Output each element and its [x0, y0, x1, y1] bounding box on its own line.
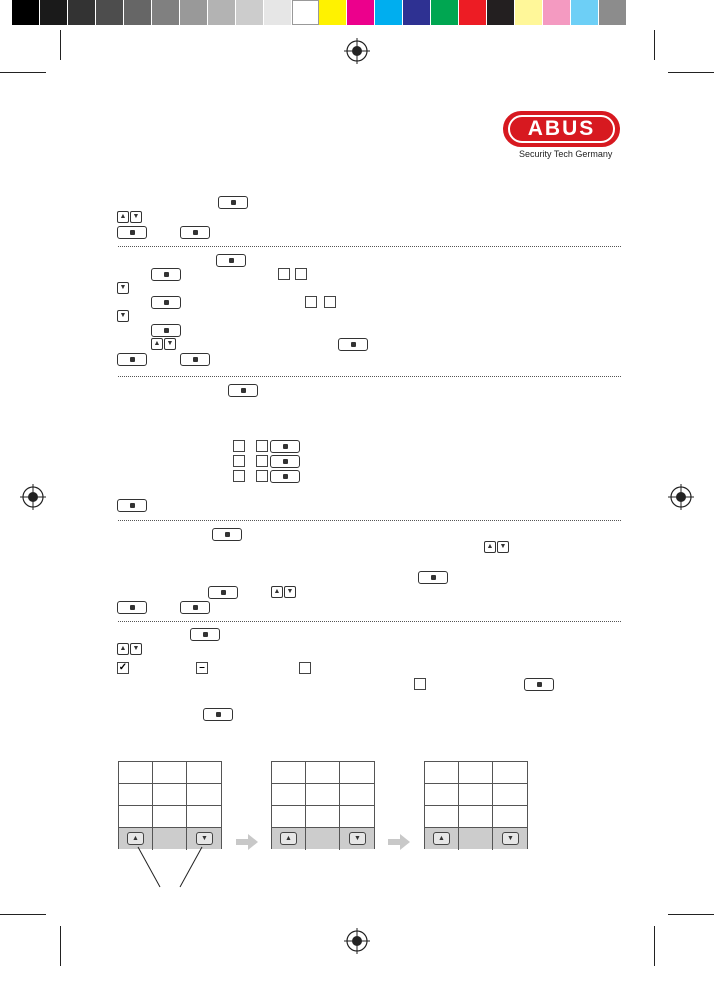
checkbox-empty-icon: [414, 678, 426, 690]
lock-key-icon: [180, 226, 210, 239]
lock-key-icon: [216, 254, 246, 267]
grid-cell: [306, 784, 340, 806]
color-swatch: [236, 0, 264, 25]
lock-key-icon: [180, 353, 210, 366]
keypad-grid-diagram: [424, 761, 528, 849]
next-step-arrow-icon: [236, 834, 258, 850]
grid-cell: [340, 762, 374, 784]
crop-mark: [654, 926, 655, 966]
grid-cell: [493, 784, 527, 806]
color-swatch: [208, 0, 236, 25]
digit-key-icon: [233, 455, 245, 467]
registration-mark-icon: [344, 38, 370, 64]
digit-key-icon: [295, 268, 307, 280]
down-arrow-icon: ▼: [117, 282, 129, 294]
crop-mark: [654, 30, 655, 60]
digit-key-icon: [278, 268, 290, 280]
down-arrow-icon: ▼: [130, 211, 142, 223]
grid-cell: [425, 784, 459, 806]
color-swatch: [459, 0, 487, 25]
keypad-grid-diagram: [271, 761, 375, 849]
digit-key-icon: [305, 296, 317, 308]
down-arrow-icon: ▼: [502, 832, 519, 845]
grid-cell: [272, 784, 306, 806]
logo-tagline: Security Tech Germany: [519, 149, 613, 159]
color-swatch: [403, 0, 431, 25]
crop-mark: [668, 914, 714, 915]
color-swatch: [487, 0, 515, 25]
color-swatch: [375, 0, 403, 25]
color-swatch: [599, 0, 627, 25]
grid-cell: [425, 806, 459, 828]
grid-cell: [153, 762, 187, 784]
up-arrow-icon: ▲: [484, 541, 496, 553]
up-arrow-icon: ▲: [280, 832, 297, 845]
lock-key-icon: [270, 455, 300, 468]
grid-cell: [272, 762, 306, 784]
color-swatch: [96, 0, 124, 25]
grid-cell: [493, 806, 527, 828]
up-arrow-icon: ▲: [151, 338, 163, 350]
up-arrow-icon: ▲: [117, 211, 129, 223]
grid-cell: [459, 806, 493, 828]
lock-key-icon: [180, 601, 210, 614]
crop-mark: [668, 72, 714, 73]
grid-cell: [119, 784, 153, 806]
lock-key-icon: [208, 586, 238, 599]
grid-cell: [306, 762, 340, 784]
section-separator: [118, 621, 621, 622]
keypad-grid-diagram: [118, 761, 222, 849]
grid-cell: [153, 784, 187, 806]
lock-key-icon: [212, 528, 242, 541]
next-step-arrow-icon: [388, 834, 410, 850]
grid-cell: [459, 828, 493, 850]
down-arrow-icon: ▼: [349, 832, 366, 845]
color-swatch: [40, 0, 68, 25]
grid-cell: [272, 806, 306, 828]
color-swatch: [543, 0, 571, 25]
color-swatch: [12, 0, 40, 25]
up-arrow-icon: ▲: [117, 643, 129, 655]
down-arrow-icon: ▼: [196, 832, 213, 845]
callout-lines: [130, 845, 210, 890]
color-swatch: [292, 0, 319, 25]
color-swatch: [319, 0, 347, 25]
down-arrow-icon: ▼: [284, 586, 296, 598]
grid-cell: [340, 784, 374, 806]
down-arrow-icon: ▼: [130, 643, 142, 655]
digit-key-icon: [256, 470, 268, 482]
checkbox-minus-icon: –: [196, 662, 208, 674]
lock-key-icon: [117, 353, 147, 366]
checkbox-checked-icon: ✓: [118, 662, 128, 673]
crop-mark: [60, 30, 61, 60]
color-swatch: [515, 0, 543, 25]
checkbox-empty-icon: [299, 662, 311, 674]
grid-cell: [187, 784, 221, 806]
lock-key-icon: [418, 571, 448, 584]
section-separator: [118, 520, 621, 521]
lock-key-icon: [270, 440, 300, 453]
down-arrow-icon: ▼: [164, 338, 176, 350]
grid-cell: [153, 806, 187, 828]
color-swatch: [152, 0, 180, 25]
up-arrow-icon: ▲: [433, 832, 450, 845]
grid-cell: [459, 762, 493, 784]
up-arrow-icon: ▲: [271, 586, 283, 598]
lock-key-icon: [117, 499, 147, 512]
digit-key-icon: [233, 440, 245, 452]
lock-key-icon: [117, 601, 147, 614]
grid-cell: [340, 806, 374, 828]
lock-key-icon: [117, 226, 147, 239]
grid-cell: [187, 762, 221, 784]
registration-mark-icon: [20, 484, 46, 510]
digit-key-icon: [324, 296, 336, 308]
color-swatch: [431, 0, 459, 25]
digit-key-icon: [256, 455, 268, 467]
lock-key-icon: [270, 470, 300, 483]
color-swatch: [347, 0, 375, 25]
color-swatch: [571, 0, 599, 25]
section-separator: [118, 376, 621, 377]
up-arrow-icon: ▲: [127, 832, 144, 845]
lock-key-icon: [190, 628, 220, 641]
down-arrow-icon: ▼: [497, 541, 509, 553]
digit-key-icon: [233, 470, 245, 482]
lock-key-icon: [524, 678, 554, 691]
color-swatch: [68, 0, 96, 25]
grid-cell: [306, 806, 340, 828]
lock-key-icon: [151, 268, 181, 281]
logo-wordmark: ABUS: [508, 115, 615, 143]
color-swatch: [180, 0, 208, 25]
digit-key-icon: [256, 440, 268, 452]
lock-key-icon: [218, 196, 248, 209]
crop-mark: [0, 72, 46, 73]
grid-cell: [119, 762, 153, 784]
lock-key-icon: [151, 296, 181, 309]
grid-cell: [459, 784, 493, 806]
lock-key-icon: [228, 384, 258, 397]
grid-cell: [306, 828, 340, 850]
color-swatch: [264, 0, 292, 25]
grid-cell: [425, 762, 459, 784]
lock-key-icon: [151, 324, 181, 337]
grid-cell: [119, 806, 153, 828]
lock-key-icon: [203, 708, 233, 721]
crop-mark: [0, 914, 46, 915]
registration-mark-icon: [344, 928, 370, 954]
color-swatch: [124, 0, 152, 25]
down-arrow-icon: ▼: [117, 310, 129, 322]
abus-logo: [503, 111, 620, 167]
registration-mark-icon: [668, 484, 694, 510]
logo-oval: [503, 111, 620, 147]
print-color-bar: [12, 0, 627, 26]
section-separator: [118, 246, 621, 247]
lock-key-icon: [338, 338, 368, 351]
grid-cell: [187, 806, 221, 828]
grid-cell: [493, 762, 527, 784]
crop-mark: [60, 926, 61, 966]
